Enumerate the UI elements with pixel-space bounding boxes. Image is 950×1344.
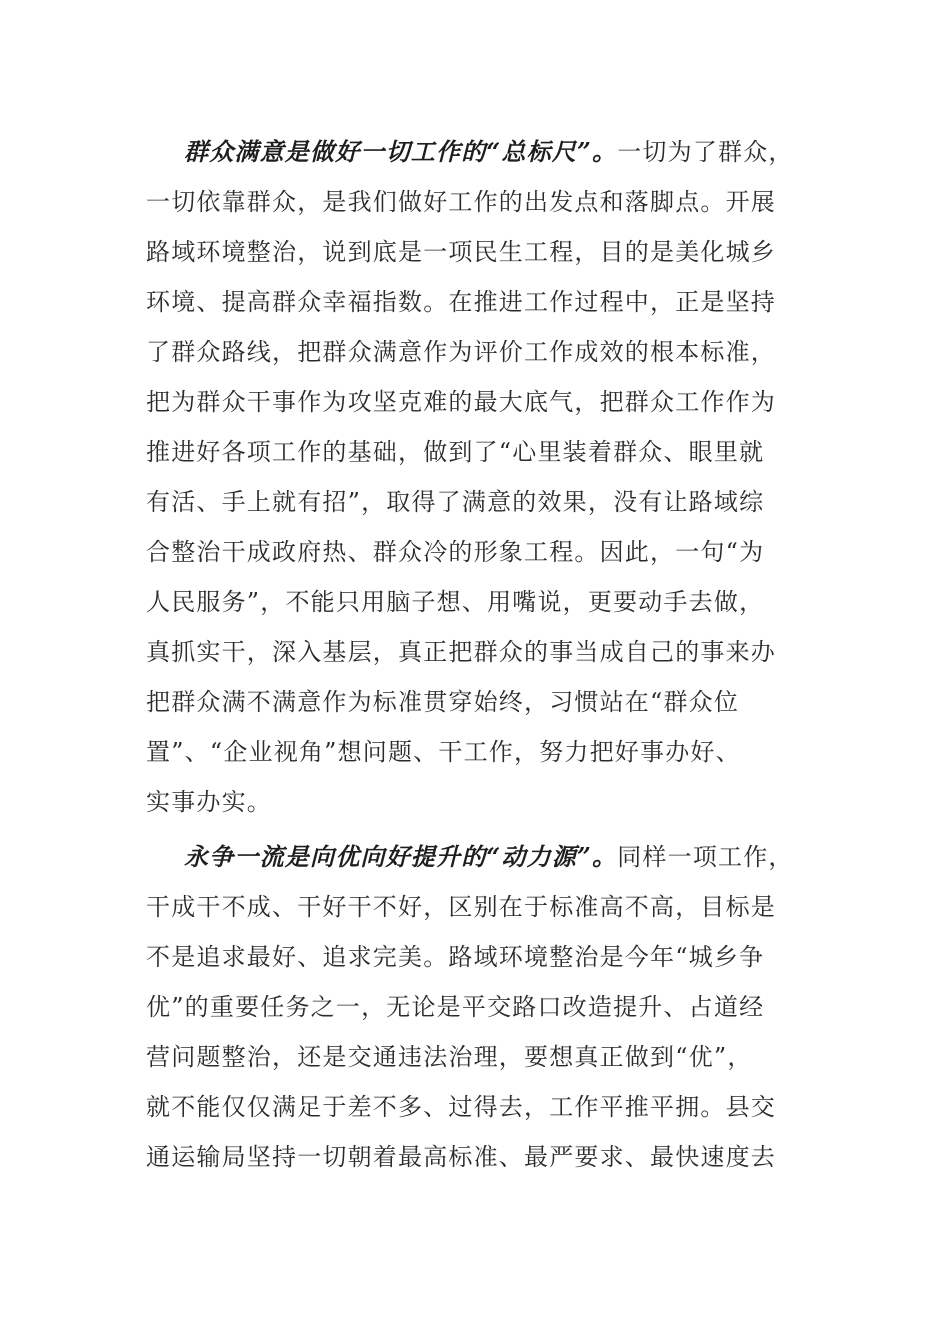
paragraph-2-line-6: 就不能仅仅满足于差不多、过得去，工作平推平拥。县交 <box>146 1093 776 1121</box>
paragraph-1-line-8: 有活、手上就有招”，取得了满意的效果，没有让路域综 <box>146 488 765 516</box>
paragraph-1-line-12: 把群众满不满意作为标准贯穿始终，习惯站在“群众位 <box>146 688 740 716</box>
paragraph-1-line-14: 实事办实。 <box>146 788 272 816</box>
paragraph-1-line-13: 置”、“企业视角”想问题、干工作，努力把好事办好、 <box>146 738 741 766</box>
paragraph-1-line-2: 一切依靠群众，是我们做好工作的出发点和落脚点。开展 <box>146 188 776 216</box>
paragraph-1-line-3: 路域环境整治，说到底是一项民生工程，目的是美化城乡 <box>146 238 776 266</box>
paragraph-2-heading: 永争一流是向优向好提升的“动力源”。 <box>184 842 618 871</box>
paragraph-2-line-4: 优”的重要任务之一，无论是平交路口改造提升、占道经 <box>146 993 765 1021</box>
paragraph-2-line-5: 营问题整治，还是交通违法治理，要想真正做到“优”， <box>146 1043 753 1071</box>
paragraph-1-line-4: 环境、提高群众幸福指数。在推进工作过程中，正是坚持 <box>146 288 776 316</box>
paragraph-1-line-5: 了群众路线，把群众满意作为评价工作成效的根本标准， <box>146 338 776 366</box>
paragraph-2-line-3: 不是追求最好、追求完美。路域环境整治是今年“城乡争 <box>146 943 765 971</box>
paragraph-1-line-7: 推进好各项工作的基础，做到了“心里装着群众、眼里就 <box>146 438 765 466</box>
paragraph-2-line-7: 通运输局坚持一切朝着最高标准、最严要求、最快速度去 <box>146 1143 776 1171</box>
paragraph-1-line-10: 人民服务”，不能只用脑子想、用嘴说，更要动手去做， <box>146 588 765 616</box>
paragraph-1-line-11: 真抓实干，深入基层，真正把群众的事当成自己的事来办 <box>146 638 776 666</box>
paragraph-2-line-2: 干成干不成、干好干不好，区别在于标准高不高，目标是 <box>146 893 776 921</box>
paragraph-1-line-9: 合整治干成政府热、群众冷的形象工程。因此，一句“为 <box>146 538 765 566</box>
paragraph-1-line-1-text: 一切为了群众， <box>617 138 794 166</box>
paragraph-1-heading: 群众满意是做好一切工作的“总标尺”。 <box>184 137 618 166</box>
paragraph-2-line-1-text: 同样一项工作， <box>617 843 794 871</box>
paragraph-2-line-1 <box>184 837 834 877</box>
paragraph-1-line-1 <box>184 132 834 172</box>
paragraph-1-line-6: 把为群众干事作为攻坚克难的最大底气，把群众工作作为 <box>146 388 776 416</box>
